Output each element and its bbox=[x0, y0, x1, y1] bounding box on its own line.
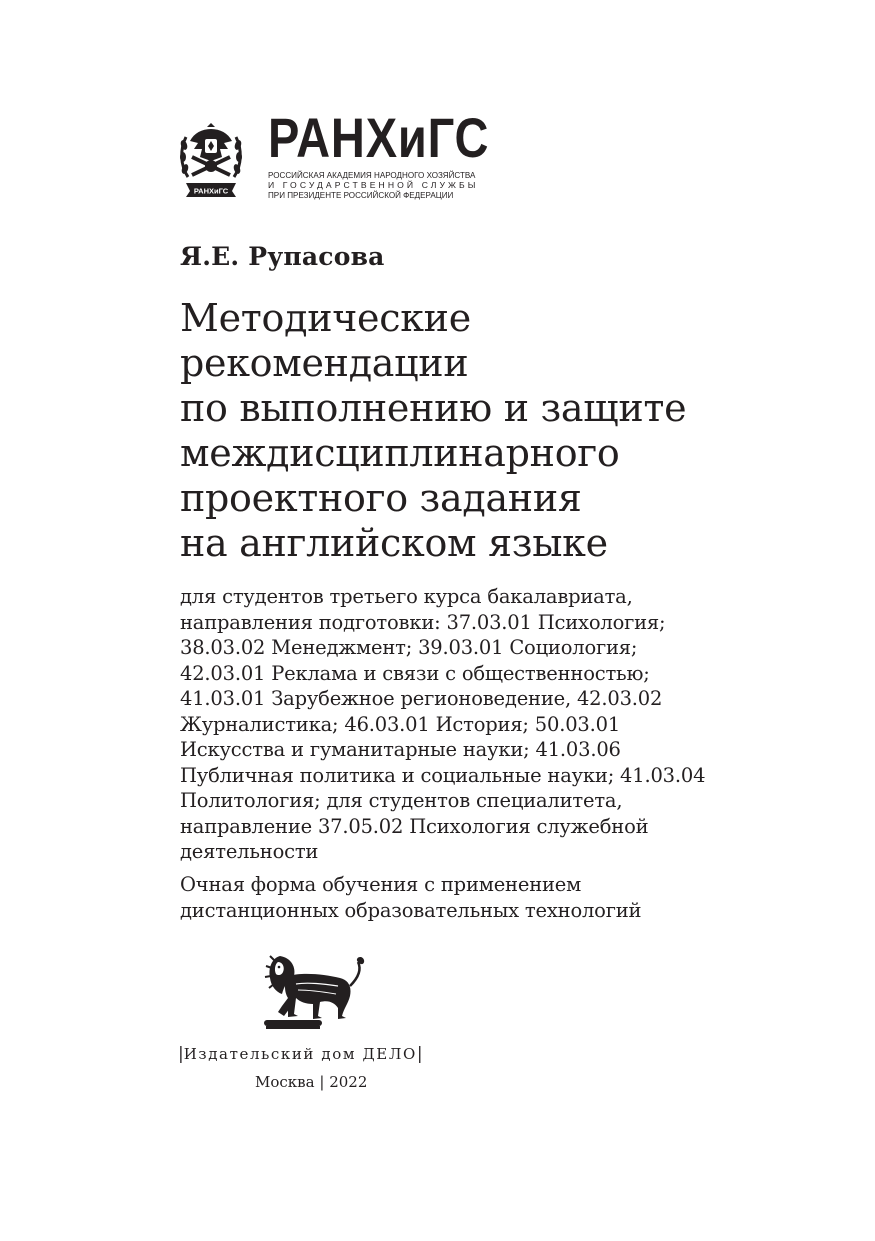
subtitle-line: Искусства и гуманитарные науки; 41.03.06 bbox=[180, 738, 621, 761]
study-form-line: Очная форма обучения с применением bbox=[180, 873, 582, 896]
brand-block bbox=[268, 106, 490, 200]
author-name: Я.Е. Рупасова bbox=[180, 242, 385, 271]
audience-description bbox=[180, 584, 840, 865]
title-line: Методические bbox=[180, 296, 471, 340]
publisher-name bbox=[178, 1044, 423, 1064]
subtitle-line: направление 37.05.02 Психология служебной bbox=[180, 814, 649, 838]
subtitle-line: Публичная политика и социальные науки; 41.03.04 bbox=[180, 763, 706, 787]
subtitle-line: деятельности bbox=[180, 840, 319, 863]
title-line: по выполнению и защите bbox=[180, 386, 687, 430]
imprint bbox=[255, 1072, 367, 1092]
brand-line-3: ПРИ ПРЕЗИДЕНТЕ РОССИЙСКОЙ ФЕДЕРАЦИИ bbox=[268, 190, 454, 200]
publication-city: Москва bbox=[255, 1073, 315, 1091]
publisher-separator-left: | bbox=[178, 1044, 184, 1064]
subtitle-line: направления подготовки: 37.03.01 Психология; bbox=[180, 610, 666, 634]
title-line: на английском языке bbox=[180, 521, 608, 565]
brand-name: РАНХиГС bbox=[268, 106, 490, 169]
publisher-label: Издательский дом ДЕЛО bbox=[183, 1045, 417, 1063]
publication-year: 2022 bbox=[329, 1073, 368, 1091]
imprint-separator: | bbox=[319, 1073, 325, 1091]
brand-line-1: РОССИЙСКАЯ АКАДЕМИЯ НАРОДНОГО ХОЗЯЙСТВА bbox=[268, 170, 476, 180]
title-line: междисциплинарного bbox=[180, 431, 620, 475]
emblem-ribbon-text: РАНХиГС bbox=[193, 186, 229, 196]
subtitle-line: 41.03.01 Зарубежное регионоведение, 42.03.02 bbox=[180, 687, 663, 710]
study-form-line: дистанционных образовательных технологий bbox=[180, 898, 642, 922]
study-form bbox=[180, 872, 840, 923]
book-title bbox=[180, 296, 840, 566]
subtitle-line: Журналистика; 46.03.01 История; 50.03.01 bbox=[180, 712, 621, 736]
subtitle-line: 42.03.01 Реклама и связи с общественностью; bbox=[180, 661, 650, 685]
subtitle-line: для студентов третьего курса бакалавриата, bbox=[180, 585, 633, 608]
brand-line-2: И ГОСУДАРСТВЕННОЙ СЛУЖБЫ bbox=[268, 180, 479, 190]
subtitle-line: 38.03.02 Менеджмент; 39.03.01 Социология; bbox=[180, 636, 638, 659]
subtitle-line: Политология; для студентов специалитета, bbox=[180, 789, 623, 812]
title-line: рекомендации bbox=[180, 341, 469, 385]
ranepa-emblem-icon bbox=[178, 117, 244, 203]
publisher-separator-right: | bbox=[416, 1044, 423, 1064]
title-line: проектного задания bbox=[180, 476, 582, 520]
lion-icon bbox=[258, 946, 370, 1034]
